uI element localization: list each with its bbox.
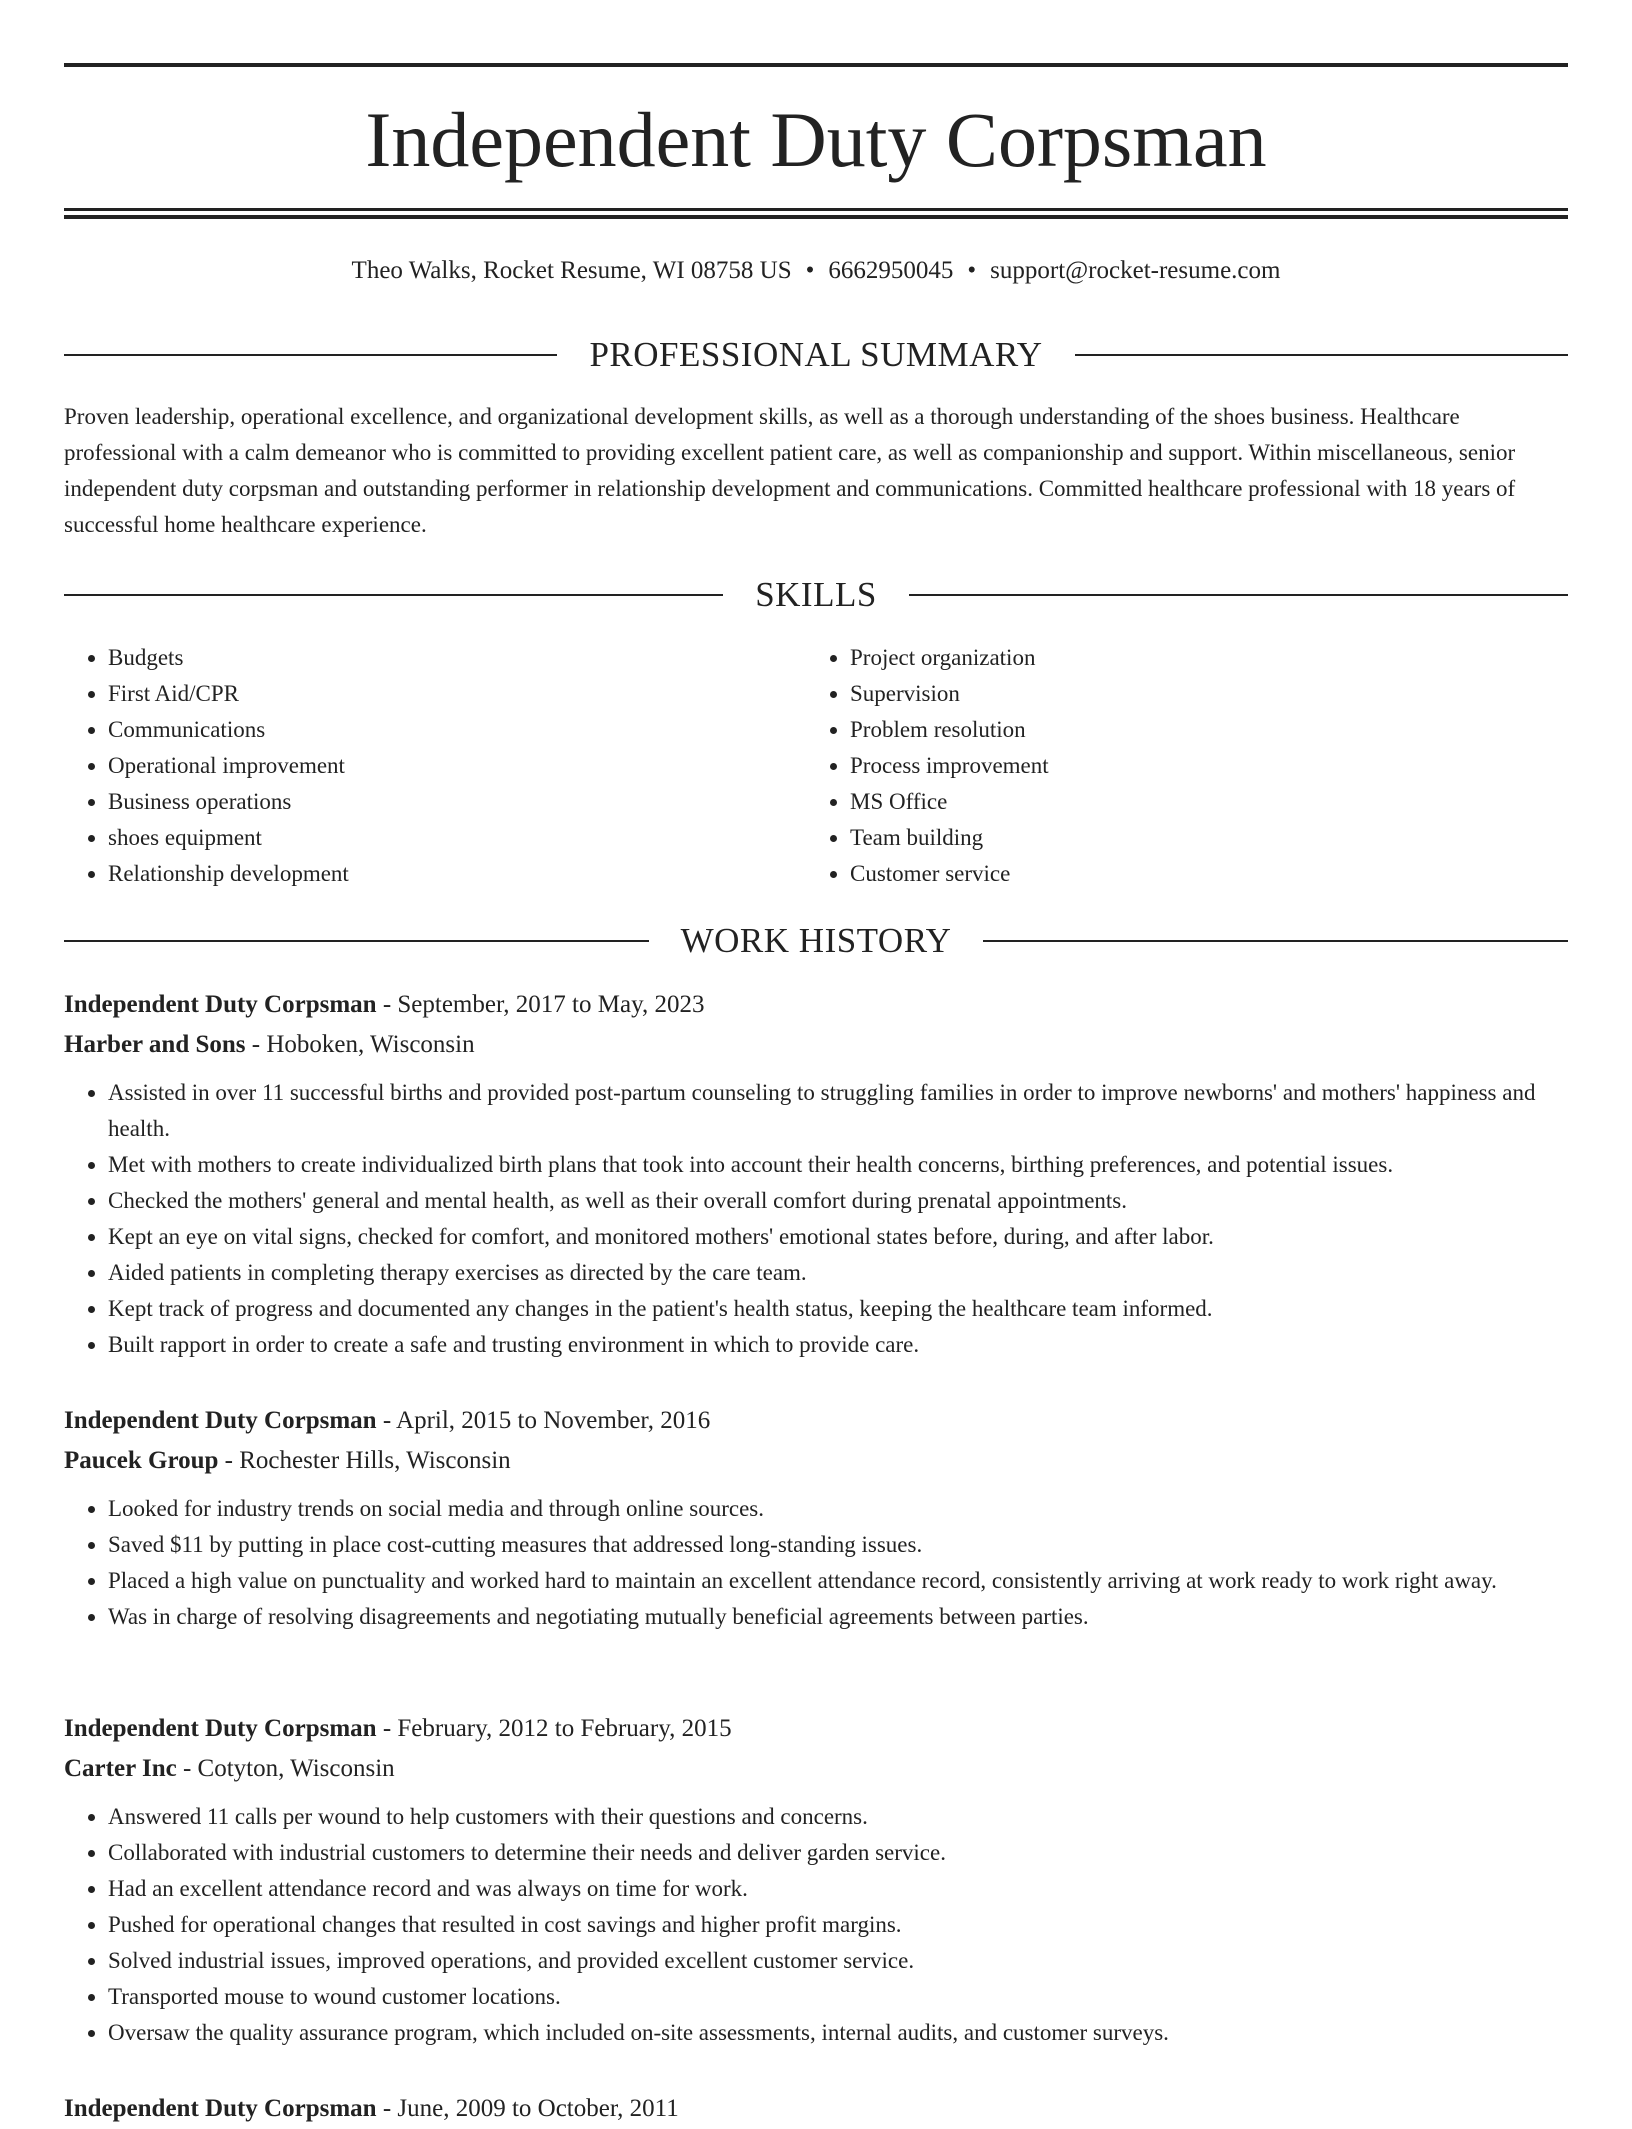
job-bullet: • Kept an eye on vital signs, checked for comfort, and monitored mothers' emotional states before, during, and after labor. [108, 1219, 1568, 1255]
contact-line [64, 254, 1568, 288]
job-bullets [64, 1799, 1568, 2051]
skill-item: • Project organization [850, 640, 1548, 676]
skill-item: • Operational improvement [108, 748, 806, 784]
skills-columns [64, 640, 1568, 892]
job-dates: - June, 2009 to October, 2011 [382, 2095, 679, 2122]
job-title-line [64, 2089, 1568, 2129]
heading-rule-left [64, 354, 557, 356]
job-bullet: • Had an excellent attendance record and was always on time for work. [108, 1871, 1568, 1907]
job-bullet: • Oversaw the quality assurance program, which included on-site assessments, internal audits, and customer surveys. [108, 2015, 1568, 2051]
job-title: Independent Duty Corpsman [64, 1715, 377, 1742]
job-title-line [64, 1709, 1568, 1749]
job-bullet: • Built rapport in order to create a safe and trusting environment in which to provide care. [108, 1327, 1568, 1363]
job-title-line [64, 985, 1568, 1025]
job-entry [64, 985, 1568, 1363]
summary-heading-label: PROFESSIONAL SUMMARY [589, 335, 1043, 374]
skill-item: • Customer service [850, 856, 1548, 892]
job-title: Independent Duty Corpsman [64, 991, 377, 1018]
summary-text: Proven leadership, operational excellence, and organizational development skills, as well as a thorough understanding of the shoes business. Healthcare professional with a calm demeanor who is committed to providing excellent patient care, as well as companionship and support. Within miscellaneous, senior independent duty corpsman and outstanding performer in relationship development and communications. Committed healthcare professional with 18 years of successful home healthcare experience. [64, 404, 1516, 537]
job-title: Independent Duty Corpsman [64, 1407, 377, 1434]
heading-rule-left [64, 940, 649, 942]
skill-item: • shoes equipment [108, 820, 806, 856]
skills-heading [64, 573, 1568, 617]
job-dates: - February, 2012 to February, 2015 [382, 1715, 732, 1742]
job-location: - Rochester Hills, Wisconsin [224, 1447, 511, 1474]
skill-item: • Communications [108, 712, 806, 748]
job-company: Carter Inc [64, 1755, 177, 1782]
job-bullet: • Answered 11 calls per wound to help customers with their questions and concerns. [108, 1799, 1568, 1835]
contact-phone: 6662950045 [828, 257, 954, 284]
skill-item: • Problem resolution [850, 712, 1548, 748]
skill-item: • Team building [850, 820, 1548, 856]
heading-rule-right [909, 594, 1568, 596]
job-bullet: • Placed a high value on punctuality and worked hard to maintain an excellent attendance record, consistently arriving at work ready to work right away. [108, 1563, 1568, 1599]
work-history-heading-label: WORK HISTORY [680, 921, 952, 960]
skill-item: • MS Office [850, 784, 1548, 820]
title-rule-upper [64, 208, 1568, 211]
contact-email: support@rocket-resume.com [990, 257, 1281, 284]
contact-separator: • [805, 257, 815, 284]
skill-item: • Budgets [108, 640, 806, 676]
job-bullet: • Looked for industry trends on social media and through online sources. [108, 1491, 1568, 1527]
job-bullet: • Kept track of progress and documented any changes in the patient's health status, keeping the healthcare team informed. [108, 1291, 1568, 1327]
skills-list-left [64, 640, 806, 892]
job-bullet: • Was in charge of resolving disagreements and negotiating mutually beneficial agreements between parties. [108, 1599, 1568, 1635]
job-bullet: • Checked the mothers' general and mental health, as well as their overall comfort during prenatal appointments. [108, 1183, 1568, 1219]
job-dates: - April, 2015 to November, 2016 [382, 1407, 711, 1434]
contact-separator: • [967, 257, 977, 284]
skills-list-right [806, 640, 1548, 892]
skill-item: • Relationship development [108, 856, 806, 892]
job-bullet: • Met with mothers to create individualized birth plans that took into account their health concerns, birthing preferences, and potential issues. [108, 1147, 1568, 1183]
heading-rule-right [983, 940, 1568, 942]
heading-rule-left [64, 594, 723, 596]
job-bullet: • Saved $11 by putting in place cost-cutting measures that addressed long-standing issues. [108, 1527, 1568, 1563]
job-company: Paucek Group [64, 1447, 219, 1474]
contact-address: Theo Walks, Rocket Resume, WI 08758 US [351, 257, 792, 284]
job-bullets [64, 1075, 1568, 1363]
skills-heading-label: SKILLS [755, 575, 877, 614]
job-bullet: • Transported mouse to wound customer locations. [108, 1979, 1568, 2015]
skill-item: • First Aid/CPR [108, 676, 806, 712]
job-entry [64, 2089, 1568, 2129]
skill-item: • Process improvement [850, 748, 1548, 784]
job-bullet: • Aided patients in completing therapy exercises as directed by the care team. [108, 1255, 1568, 1291]
job-title: Independent Duty Corpsman [64, 2095, 377, 2122]
job-location: - Cotyton, Wisconsin [182, 1755, 395, 1782]
job-bullet: • Assisted in over 11 successful births and provided post-partum counseling to struggling families in order to improve newborns' and mothers' happiness and health. [108, 1075, 1568, 1147]
top-rule [64, 63, 1568, 67]
job-title-line [64, 1401, 1568, 1441]
skill-item: • Business operations [108, 784, 806, 820]
job-bullet: • Collaborated with industrial customers to determine their needs and deliver garden service. [108, 1835, 1568, 1871]
title-rule-lower [64, 215, 1568, 219]
work-history-heading [64, 919, 1568, 963]
resume-title: Independent Duty Corpsman [365, 96, 1267, 183]
job-employer-line [64, 1749, 1568, 1789]
job-bullets [64, 1491, 1568, 1635]
summary-heading [64, 333, 1568, 377]
job-entry [64, 1401, 1568, 1635]
job-company: Harber and Sons [64, 1031, 246, 1058]
job-employer-line [64, 1025, 1568, 1065]
skill-item: • Supervision [850, 676, 1548, 712]
job-employer-line [64, 1441, 1568, 1481]
job-entry [64, 1709, 1568, 2051]
job-location: - Hoboken, Wisconsin [251, 1031, 475, 1058]
heading-rule-right [1075, 354, 1568, 356]
job-dates: - September, 2017 to May, 2023 [382, 991, 705, 1018]
job-bullet: • Pushed for operational changes that resulted in cost savings and higher profit margins. [108, 1907, 1568, 1943]
job-bullet: • Solved industrial issues, improved operations, and provided excellent customer service. [108, 1943, 1568, 1979]
